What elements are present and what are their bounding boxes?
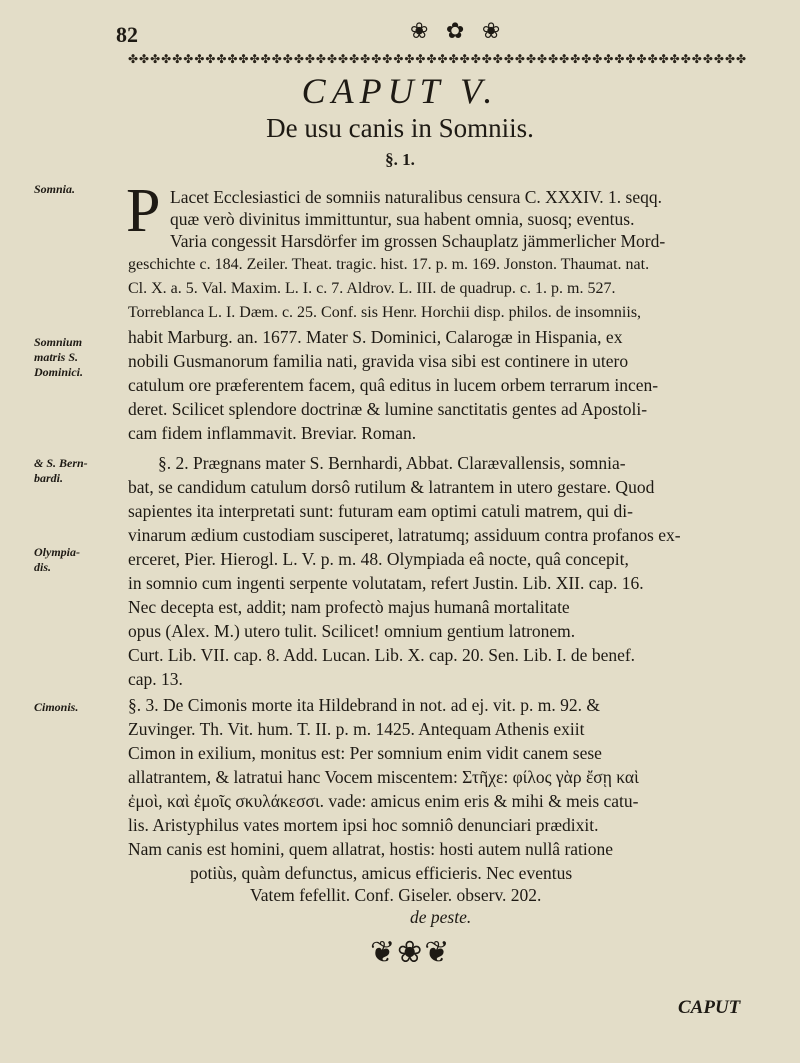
text-line: Nam canis est homini, quem allatrat, hostis: hosti autem nullâ ratione <box>128 839 614 859</box>
margin-note: Olympia- <box>34 545 80 559</box>
text-line: opus (Alex. M.) utero tulit. Scilicet! omnium gentium latronem. <box>128 621 576 641</box>
text-line: Varia congessit Harsdörfer im grossen Schauplatz jämmerlicher Mord- <box>170 231 666 251</box>
text-line: catulum ore præferentem facem, quâ editus in lucem orbem terrarum incen- <box>128 375 659 395</box>
text-line: Zuvinger. Th. Vit. hum. T. II. p. m. 1425. Antequam Athenis exiit <box>128 719 585 739</box>
text-line: in somnio cum ingenti serpente volutatam, refert Justin. Lib. XII. cap. 16. <box>128 573 644 593</box>
text-line: §. 2. Prægnans mater S. Bernhardi, Abbat. Clarævallensis, somnia- <box>158 453 626 473</box>
catchword: CAPUT <box>678 997 741 1018</box>
bottom-ornament: ❦❀❦ <box>370 936 452 969</box>
text-line: habit Marburg. an. 1677. Mater S. Dominici, Calarogæ in Hispania, ex <box>128 327 623 347</box>
margin-note: Cimonis. <box>34 700 79 714</box>
text-line: lis. Aristyphilus vates mortem ipsi hoc somniô denunciari prædixit. <box>128 815 599 835</box>
text-line: Lacet Ecclesiastici de somniis naturalibus censura C. XXXIV. 1. seqq. <box>170 187 662 207</box>
text-line: Cl. X. a. 5. Val. Maxim. L. I. c. 7. Aldrov. L. III. de quadrup. c. 1. p. m. 527. <box>128 280 616 297</box>
text-line: Nec decepta est, addit; nam profectò majus humanâ mortalitate <box>128 597 570 617</box>
drop-cap: P <box>126 177 161 245</box>
text-line: sapientes ita interpretati sunt: futuram eam optimi catuli matrem, qui di- <box>128 501 633 521</box>
top-ornament: ❀ ✿ ❀ <box>410 18 507 43</box>
text-line: de peste. <box>410 907 472 927</box>
text-line: allatrantem, & latratui hanc Vocem miscentem: Στῆχε: φίλος γὰρ ἔσῃ καὶ <box>128 767 639 787</box>
text-line: Torreblanca L. I. Dæm. c. 25. Conf. sis Henr. Horchii disp. philos. de insomniis, <box>128 304 642 321</box>
text-line: cam fidem inflammavit. Breviar. Roman. <box>128 423 417 443</box>
text-line: vinarum ædium custodiam susciperet, latratumq; assiduum contra profanos ex- <box>128 525 681 545</box>
text-line: ἐμοὶ, καὶ ἐμοῖς σκυλάκεσσι. vade: amicus enim eris & mihi & meis catu- <box>128 791 639 811</box>
chapter-title: CAPUT V. <box>301 71 499 111</box>
margin-note: Dominici. <box>34 365 84 379</box>
text-line: Curt. Lib. VII. cap. 8. Add. Lucan. Lib. X. cap. 20. Sen. Lib. I. de benef. <box>128 645 636 665</box>
margin-note: matris S. <box>34 350 79 364</box>
text-line: cap. 13. <box>128 669 183 689</box>
text-line: Cimon in exilium, monitus est: Per somnium enim vidit canem sese <box>128 743 602 763</box>
margin-note: Somnia. <box>34 182 76 196</box>
margin-note: bardi. <box>34 471 64 485</box>
text-line: bat, se candidum catulum dorsô rutilum & latrantem in utero gestare. Quod <box>128 477 655 497</box>
section-1-mark: §. 1. <box>385 150 415 169</box>
text-line: potiùs, quàm defunctus, amicus efficieris. Nec eventus <box>190 863 573 883</box>
text-line: quæ verò divinitus immittuntur, sua habent omnia, suosq; eventus. <box>170 209 635 229</box>
text-line: Vatem fefellit. Conf. Giseler. observ. 202. <box>250 885 542 905</box>
margin-note: & S. Bern- <box>34 456 88 470</box>
text-line: deret. Scilicet splendore doctrinæ & lumine sanctitatis gentes ad Apostoli- <box>128 399 648 419</box>
text-line: geschichte c. 184. Zeiler. Theat. tragic. hist. 17. p. m. 169. Jonston. Thaumat. nat. <box>128 256 650 273</box>
page-number: 82 <box>116 22 138 47</box>
chapter-subtitle: De usu canis in Somniis. <box>266 113 534 143</box>
decorative-rule: ✤✤✤✤✤✤✤✤✤✤✤✤✤✤✤✤✤✤✤✤✤✤✤✤✤✤✤✤✤✤✤✤✤✤✤✤✤✤✤✤✤✤✤✤✤✤✤✤✤✤✤✤✤✤✤✤ <box>128 52 748 66</box>
text-line: §. 3. De Cimonis morte ita Hildebrand in not. ad ej. vit. p. m. 92. & <box>128 695 600 715</box>
margin-note: Somnium <box>34 335 83 349</box>
text-line: nobili Gusmanorum familia nati, gravida visa sibi est continere in utero <box>128 351 629 371</box>
text-line: erceret, Pier. Hierogl. L. V. p. m. 48. Olympiada eâ nocte, quâ concepit, <box>128 549 629 569</box>
margin-note: dis. <box>34 560 52 574</box>
